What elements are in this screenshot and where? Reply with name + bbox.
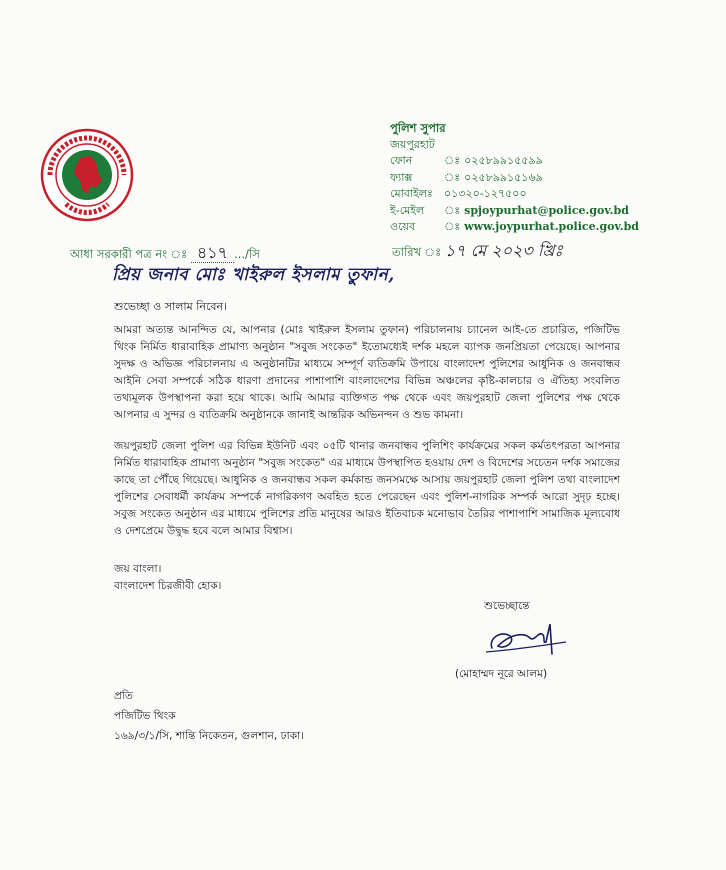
- body-paragraph-2: জয়পুরহাট জেলা পুলিশ এর বিভিন্ন ইউনিট এবং ০৫টি থানার জনবান্ধব পুলিশিং কার্যক্রমের সকল কর্মতৎপরতা আপনার নির্মিত ধারাবাহিক প্রামাণ্য অনুষ্ঠান "সবুজ সংকেত" এর মাধ্যমে উপস্থাপিত হওয়ায় দেশ ও বিদেশের সচেতন দর্শক সমাজের কাছে তা পৌঁছে গিয়েছে। আধুনিক ও জনবান্ধব সকল কর্মকান্ড জনসমক্ষে আসায় জয়পুরহাট জেলা পুলিশ তথা বাংলাদেশ পুলিশের সেবাধর্মী কার্যক্রম সম্পর্কে নাগরিকগণ অবহিত হতে পেরেছেন এবং পুলিশ-নাগরিক সম্পর্ক আরো সুদৃঢ় হচ্ছে। সবুজ সংকেত অনুষ্ঠান এর মাধ্যমে পুলিশের প্রতি মানুষের আরও ইতিবাচক মনোভাব তৈরির পাশাপাশি সামাজিক মূল্যবোধ ও দেশপ্রেমে উদ্বুদ্ধ হবে বলে আমার বিশ্বাস।: [114, 440, 621, 537]
- contact-web: ওয়েব ঃ www.joypurhat.police.gov.bd: [390, 220, 639, 233]
- memo-number: ৪১৭: [191, 243, 234, 263]
- government-emblem-seal: [40, 128, 134, 222]
- district-name: জয়পুরহাট: [390, 137, 435, 151]
- contact-mobile: মোবাইলঃ ০১৩২০-১২৭৫০০: [390, 187, 527, 200]
- recipient-block: [114, 686, 304, 746]
- letterhead: [390, 120, 639, 236]
- recipient-label: প্রতি: [114, 690, 133, 702]
- closing-lines: জয় বাংলা। বাংলাদেশ চিরজীবী হোক।: [114, 563, 222, 592]
- office-title: পুলিশ সুপার: [390, 121, 446, 135]
- contact-phone: ফোন ঃ ০২৫৮৯৯১৫৫৯৯: [390, 154, 543, 167]
- memo-number-line: আধা সরকারী পত্র নং ঃ ৪১৭ .../সি: [70, 243, 260, 262]
- handwritten-signature: [480, 614, 570, 662]
- body-paragraph-1: আমরা অত্যন্ত আনন্দিত যে, আপনার (মোঃ খাইরুল ইসলাম তুফান) পরিচালনায় চ্যানেল আই-তে প্রচারিত, পজিটিভ থিংক নির্মিত ধারাবাহিক প্রামাণ্য অনুষ্ঠান "সবুজ সংকেত" ইতোমধ্যেই দর্শক মহলে ব্যাপক জনপ্রিয়তা পেয়েছে। আপনার সুদক্ষ ও অভিজ্ঞ পরিচালনায় এ অনুষ্ঠানটির মাধ্যমে সম্পূর্ণ ব্যতিক্রমি উপায়ে বাংলাদেশ পুলিশের আধুনিক ও জনবান্ধব আইনি সেবা সম্পর্কে সঠিক ধারণা প্রদানের পাশাপাশি বাংলাদেশের বিভিন্ন অঞ্চলের কৃষ্টি-কালচার ও ঐতিহ্য সংবলিত তথ্যমূলক উপস্থাপনা করা হয়ে থাকে। আমি আমার ব্যক্তিগত পক্ষ থেকে এবং জয়পুরহাট জেলা পুলিশের পক্ষ থেকে আপনার এ সুন্দর ও ব্যতিক্রমি অনুষ্ঠানকে জানাই আন্তরিক অভিনন্দন ও শুভ কামনা।: [114, 324, 620, 421]
- signatory-name: (মোহাম্মদ নূরে আলম): [455, 668, 548, 680]
- contact-email: ই-মেইল ঃ spjoypurhat@police.gov.bd: [390, 203, 629, 217]
- greeting: শুভেচ্ছা ও সালাম নিবেন।: [114, 300, 227, 313]
- recipient-name: পজিটিভ থিংক: [114, 710, 176, 722]
- recipient-address: ১৬৯/৩/১/সি, শান্তি নিকেতন, গুলশান, ঢাকা।: [114, 730, 304, 742]
- date-line: তারিখ ঃ ১৭ মে ২০২৩ খ্রিঃ: [392, 241, 563, 260]
- date-value: ১৭ মে ২০২৩ খ্রিঃ: [444, 241, 563, 260]
- contact-fax: ফ্যাক্স ঃ ০২৫৮৯৯১৫১৬৯: [390, 170, 543, 184]
- salutation: প্রিয় জনাব মোঃ খাইরুল ইসলাম তুফান,: [112, 265, 395, 285]
- regards-text: শুভেচ্ছান্তে: [484, 600, 530, 612]
